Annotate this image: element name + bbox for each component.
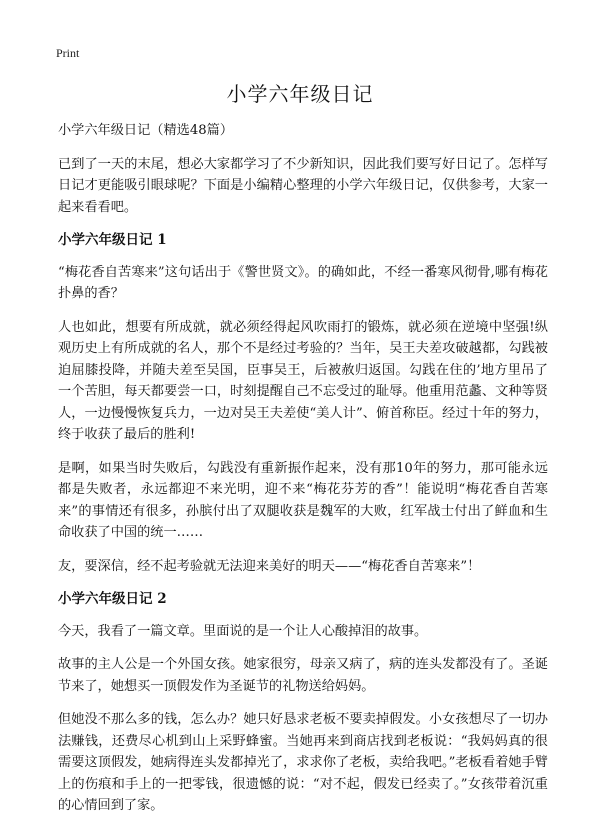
- article-body: [58, 120, 548, 829]
- section-heading: 小学六年级日记 2: [58, 591, 167, 607]
- section-paragraph: “梅花香自苦寒来”这句话出于《警世贤文》。的确如此，不经一番寒风彻骨,哪有梅花扑鼻的香？: [58, 264, 548, 301]
- section-paragraph: 友，要深信，经不起考验就无法迎来美好的明天——“梅花香自苦寒来”！: [58, 558, 481, 574]
- section-paragraph: 但她没不那么多的钱，怎么办？她只好恳求老板不要卖掉假发。小女孩想尽了一切办法赚钱，还费尽心机到山上采野蜂蜜。当她再来到商店找到老板说：“我妈妈真的很需要这顶假发，她病得连头发都掉光了，求求你了老板，卖给我吧。”老板看着她手臂上的伤痕和手上的一把零钱，很遗憾的说：“对不起，假发已经卖了。”女孩带着沉重的心情回到了家。: [58, 712, 548, 813]
- section-paragraph: 是啊，如果当时失败后，勾践没有重新振作起来，没有那10年的努力，那可能永远都是失败者，永远都迎不来光明，迎不来“梅花芬芳的香”！能说明“梅花香自苦寒来”的事情还有很多，孙膑付出了双腿收获是魏军的大败，红军战士付出了鲜血和生命收获了中国的统一……: [58, 460, 548, 540]
- page-title: 小学六年级日记: [226, 82, 374, 106]
- section-paragraph: 人也如此，想要有所成就，就必须经得起风吹雨打的锻炼，就必须在逆境中坚强!纵观历史上有所成就的名人，那个不是经过考验的？当年，吴王夫差攻破越都，勾践被迫屈膝投降，并随夫差至吴国，臣事吴王，后被赦归返国。勾践在住的’地方里吊了一个苦胆，每天都要尝一口，时刻提醒自己不忘受过的耻辱。他重用范蠡、文种等贤人，一边慢慢恢复兵力，一边对吴王夫差使“美人计”、俯首称臣。经过十年的努力，终于收获了最后的胜利!: [58, 319, 548, 442]
- section-heading: 小学六年级日记 1: [58, 232, 167, 248]
- intro-paragraph: 已到了一天的末尾，想必大家都学习了不少新知识，因此我们要写好日记了。怎样写日记才更能吸引眼球呢？下面是小编精心整理的小学六年级日记，仅供参考，大家一起来看看吧。: [58, 156, 548, 215]
- section-paragraph: 今天，我看了一篇文章。里面说的是一个让人心酸掉泪的故事。: [58, 623, 428, 639]
- diary-section-1: [58, 230, 548, 577]
- print-link[interactable]: Print: [56, 46, 80, 60]
- article-subtitle: 小学六年级日记（精选48篇）: [58, 123, 234, 138]
- section-paragraph: 故事的主人公是一个外国女孩。她家很穷，母亲又病了，病的连头发都没有了。圣诞节来了，她想买一顶假发作为圣诞节的礼物送给妈妈。: [58, 657, 548, 694]
- diary-section-2: [58, 589, 548, 817]
